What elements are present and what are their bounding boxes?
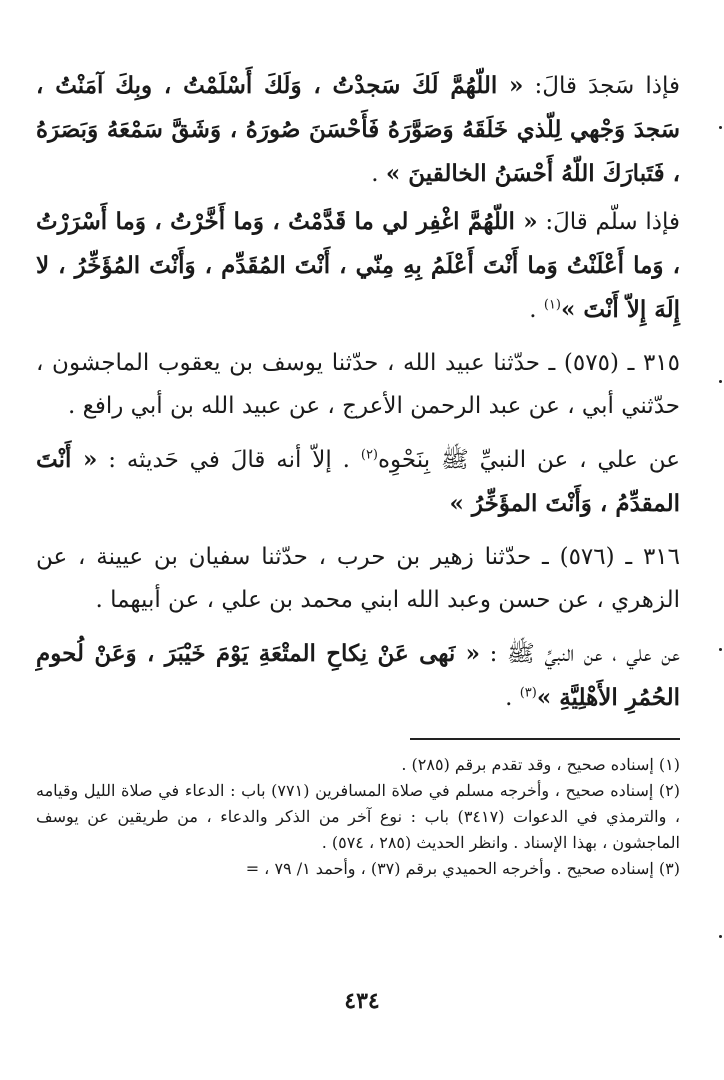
closing-period: . (529, 297, 544, 323)
supplication-text: « اللّهُمَّ لَكَ سَجدْتُ ، وَلَكَ أَسْلَمْتُ ، وبِكَ آمَنْتُ ، سَجدَ وَجْهي لِلّذي خَلَقَهُ وَصَوَّرَهُ فَأَحْسَنَ صُورَهُ ، وَشَقَّ سَمْعَهُ وَبَصَرَهُ ، فَتَبارَكَ اللّهُ أَحْسَنُ الخالقينَ » (36, 72, 680, 187)
footnote-separator (410, 738, 680, 740)
quoted-words: « نَهى عَنْ نِكاحِ المتْعَةِ يَوْمَ خَيْبَرَ ، وَعَنْ لُحومِ الحُمُرِ الأَهْلِيَّةِ » (36, 640, 680, 711)
prostration-supplication-paragraph (36, 64, 680, 196)
page-number: ٤٣٤ (344, 988, 380, 1014)
footnote-2: (٢) إسناده صحيح ، وأخرجه مسلم في صلاة المسافرين (٧٧١) باب : الدعاء في صلاة الليل وقيامه ، والترمذي في الدعوات (٣٤١٧) باب : نوع آخر من الذكر والدعاء ، من طريقين عن يوسف الماجشون ، بهذا الإسناد . وانظر الحديث (٢٨٥ ، ٥٧٤) . (36, 781, 681, 852)
margin-mark (719, 935, 722, 938)
footnote-3: (٣) إسناده صحيح . وأخرجه الحميدي برقم (٣٧) ، وأحمد ١/ ٧٩ ، = (245, 859, 680, 878)
book-page (36, 64, 680, 882)
footnote-ref-2: (٢) (360, 447, 378, 463)
quoted-words: « أَنْتَ المقدِّمُ ، وَأَنْتَ المؤَخِّرُ » (36, 446, 680, 517)
chain-text: ٣١٦ ـ (٥٧٦) ـ حدّثنا زهير بن حرب ، حدّثنا سفيان بن عيينة ، عن الزهري ، عن حسن وعبد الله ابني محمد بن علي ، عن أبيهما . (36, 544, 681, 613)
closing-period: . (505, 685, 520, 711)
intro-text: فإذا سلّم قالَ: (537, 209, 681, 235)
chain-text: ٣١٥ ـ (٥٧٥) ـ حدّثنا عبيد الله ، حدّثنا يوسف بن يعقوب الماجشون ، حدّثني أبي ، عن عبد الرحمن الأعرج ، عن عبيد الله بن أبي رافع . (36, 350, 680, 419)
hadith-316-chain (36, 536, 680, 622)
footnote-ref-3: (٣) (519, 685, 537, 701)
salutation-supplication-paragraph (36, 200, 680, 332)
intro-text: فإذا سَجدَ قالَ: (523, 73, 680, 99)
margin-mark (719, 380, 722, 383)
margin-mark (719, 648, 722, 651)
hadith-315-chain (36, 342, 680, 428)
closing-period: . (371, 161, 386, 187)
narration-text: عن علي ، عن النبيِّ ﷺ : (480, 641, 680, 667)
hadith-316-text (36, 632, 680, 720)
footnote-ref-1: (١) (543, 297, 561, 313)
margin-mark (719, 126, 722, 129)
footnote-1: (١) إسناده صحيح ، وقد تقدم برقم (٢٨٥) . (401, 755, 680, 774)
narration-text: عن علي ، عن النبيِّ ﷺ بِنَحْوِه (378, 447, 680, 473)
narration-continuation: . إلاّ أنه قالَ في حَديثه : (97, 447, 361, 473)
hadith-315-text (36, 438, 680, 526)
supplication-text: « اللّهُمَّ اغْفِر لي ما قَدَّمْتُ ، وَما أَخَّرْتُ ، وَما أَسْرَرْتُ ، وَما أَعْلَنْتُ وَما أَنْتَ أَعْلَمُ بِهِ مِنّي ، أَنْتَ المُقَدِّم ، وَأَنْتَ المُؤَخِّرُ ، لا إِلَهَ إِلاّ أَنْتَ » (36, 208, 680, 323)
